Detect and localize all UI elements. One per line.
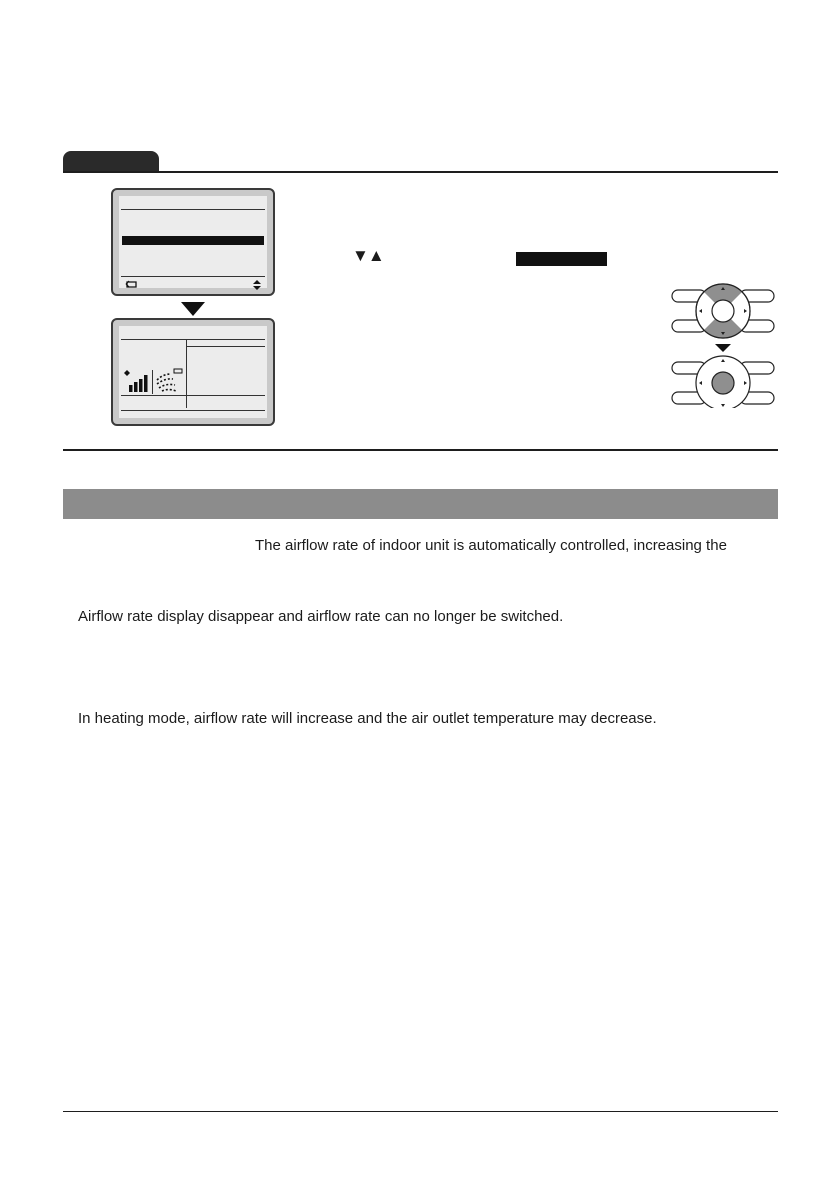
- down-caret-icon: [181, 302, 205, 316]
- section-tab: [63, 151, 159, 172]
- menu-highlight-bar: [122, 236, 264, 245]
- up-down-icon: [253, 280, 261, 290]
- section-header-bar: [63, 489, 778, 519]
- controller-pad-bottom: [672, 356, 774, 408]
- body-text-line-1: The airflow rate of indoor unit is automatically controlled, increasing the: [255, 537, 727, 554]
- fan-speed-icon: [123, 368, 151, 393]
- top-rule: [63, 171, 778, 173]
- footer-rule: [63, 1111, 778, 1112]
- body-text-line-2: Airflow rate display disappear and airflow rate can no longer be switched.: [78, 608, 564, 625]
- arrow-buttons-label: ▼▲: [352, 246, 384, 265]
- remote-controller-diagram: [668, 282, 778, 408]
- highlighted-label-box: [516, 252, 607, 266]
- return-icon: [125, 280, 139, 289]
- controller-pad-top: [672, 284, 774, 338]
- airflow-direction-icon: [155, 368, 183, 393]
- lcd-screen-airflow: [111, 318, 275, 426]
- middle-rule: [63, 449, 778, 451]
- lcd-screen-menu: [111, 188, 275, 296]
- body-text-line-3: In heating mode, airflow rate will increase and the air outlet temperature may decrease.: [78, 710, 657, 727]
